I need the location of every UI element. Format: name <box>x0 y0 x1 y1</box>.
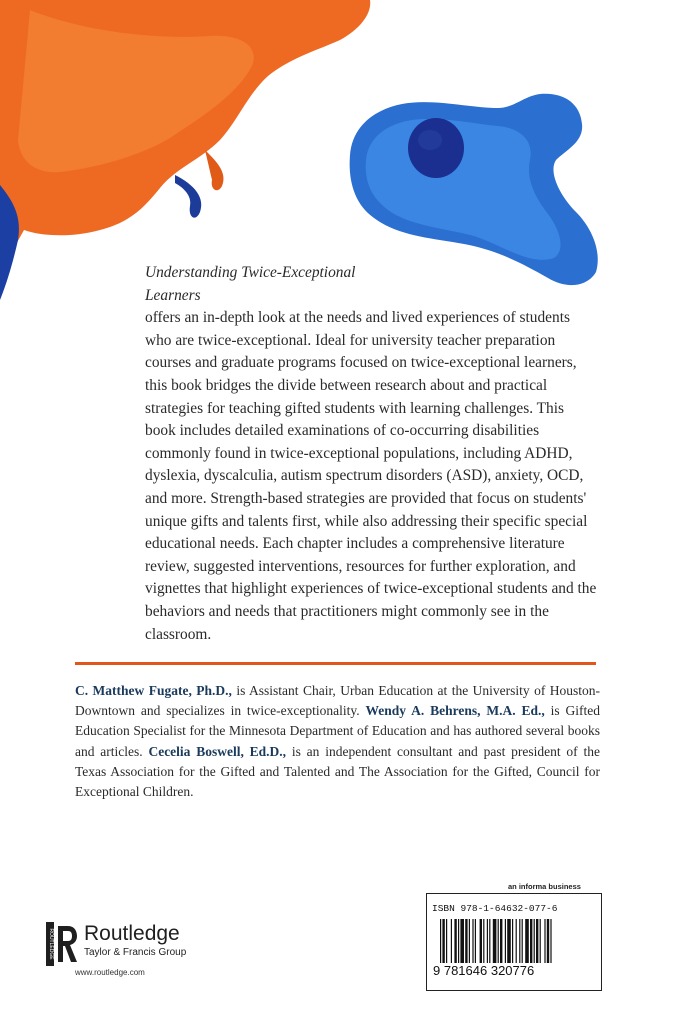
author-bios <box>75 681 600 802</box>
barcode-bar <box>483 919 484 963</box>
barcode-bar <box>512 919 513 963</box>
barcode-bar <box>540 919 541 963</box>
book-title-italic: Understanding Twice-Exceptional Learners <box>145 264 356 304</box>
barcode-bar <box>458 919 459 963</box>
barcode-bar <box>536 919 538 963</box>
orange-drip <box>205 150 224 190</box>
barcode-bar <box>525 919 529 963</box>
orange-divider <box>75 662 596 665</box>
barcode-bar <box>465 919 467 963</box>
barcode-bar <box>446 919 447 963</box>
barcode-bar <box>487 919 488 963</box>
author-bio-boswell: is an independent consultant and past president of the Texas Association for the Gifted and Talented and The Association for the Gifted, Council for Exceptional Children. <box>75 743 600 800</box>
barcode-bar <box>522 919 523 963</box>
routledge-spine-text: ROUTLEDGE <box>48 928 54 960</box>
author-bio-behrens: is Gifted Education Specialist for the Minnesota Department of Education and has authored several books and articles. <box>75 703 600 759</box>
publisher-group: Taylor & Francis Group <box>84 947 187 958</box>
isbn-label: ISBN 978-1-64632-077-6 <box>432 903 558 914</box>
publisher-url: www.routledge.com <box>75 968 145 977</box>
barcode-bar <box>547 919 549 963</box>
barcode-bar <box>507 919 511 963</box>
barcode-bar <box>493 919 497 963</box>
barcode-bars <box>440 919 596 963</box>
blue-paint-streak <box>175 175 201 218</box>
barcode-bar <box>516 919 517 963</box>
barcode-bar <box>534 919 535 963</box>
book-description-text: offers an in-depth look at the needs and lived experiences of students who are twice-exceptional. Ideal for university teacher preparation courses and graduate programs focused on twice-exceptional learners, this book bridges the divide between research about and practical strategies for teaching gifted students with learning challenges. This book includes detailed examinations of co-occurring disabilities commonly found in twice-exceptional populations, including ADHD, dyslexia, dyscalculia, autism spectrum disorders (ASD), anxiety, OCD, and more. Strength-based strategies are provided that focus on students' unique gifts and talents first, while also addressing their specific special educational needs. Each chapter includes a comprehensive literature review, suggested interventions, resources for further exploration, and vignettes that highlight experiences of twice-exceptional students and the behaviors and needs that practitioners might commonly see in the classroom. <box>145 309 597 643</box>
barcode-bar <box>550 919 551 963</box>
author-name-behrens: Wendy A. Behrens, M.A. Ed., <box>365 703 545 719</box>
barcode-bar <box>442 919 444 963</box>
barcode-bar <box>454 919 456 963</box>
ean-number: 9 781646 320776 <box>433 963 535 978</box>
barcode-bar <box>530 919 532 963</box>
barcode-bar <box>440 919 441 963</box>
barcode-bar <box>460 919 464 963</box>
author-name-boswell: Cecelia Boswell, Ed.D., <box>148 743 287 759</box>
barcode-bar <box>489 919 490 963</box>
publisher-name: Routledge <box>84 922 180 945</box>
barcode-bar <box>475 919 476 963</box>
barcode-bar <box>451 919 452 963</box>
routledge-r-icon <box>46 922 78 966</box>
barcode-bar <box>480 919 482 963</box>
barcode-bar <box>544 919 545 963</box>
informa-tagline: an informa business <box>508 882 581 891</box>
barcode-bar <box>519 919 520 963</box>
routledge-logo <box>46 922 206 988</box>
book-description <box>145 262 597 646</box>
barcode-bar <box>469 919 470 963</box>
author-bio-fugate: is Assistant Chair, Urban Education at the University of Houston-Downtown and specializes in twice-exceptionality. <box>75 683 600 719</box>
barcode-bar <box>472 919 473 963</box>
barcode-bar <box>500 919 502 963</box>
barcode-bar <box>505 919 506 963</box>
author-name-fugate: C. Matthew Fugate, Ph.D., <box>75 683 232 698</box>
barcode-bar <box>498 919 499 963</box>
